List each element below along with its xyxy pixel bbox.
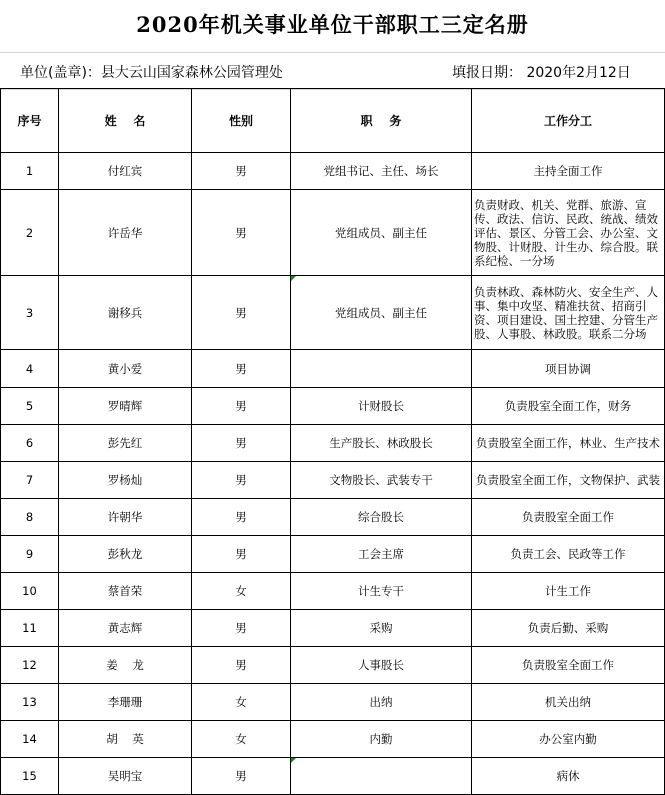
cell-post: 文物股长、武装专干	[291, 462, 472, 499]
cell-no: 1	[1, 153, 59, 190]
cell-gender: 男	[192, 758, 291, 795]
cell-name: 姜 龙	[59, 647, 192, 684]
cell-duty: 机关出纳	[472, 684, 665, 721]
cell-post	[291, 350, 472, 388]
cell-name: 胡 英	[59, 721, 192, 758]
table-row	[1, 758, 665, 795]
cell-duty: 负责林政、森林防火、安全生产、人事、集中攻坚、精准扶贫、招商引资、项目建设、国土控建、分管生产股、人事股、林政股。联系二分场	[472, 276, 665, 350]
cell-no: 9	[1, 536, 59, 573]
cell-duty: 负责后勤、采购	[472, 610, 665, 647]
table-row	[1, 647, 665, 684]
cell-name: 彭先红	[59, 425, 192, 462]
cell-post: 内勤	[291, 721, 472, 758]
cell-post: 计财股长	[291, 388, 472, 425]
cell-no: 14	[1, 721, 59, 758]
cell-no: 11	[1, 610, 59, 647]
table-row	[1, 425, 665, 462]
cell-gender: 男	[192, 647, 291, 684]
page-title: 2020年机关事业单位干部职工三定名册	[136, 12, 529, 37]
cell-no: 5	[1, 388, 59, 425]
cell-name: 黄小爱	[59, 350, 192, 388]
cell-gender: 男	[192, 153, 291, 190]
table-row	[1, 276, 665, 350]
cell-gender: 男	[192, 536, 291, 573]
table-row	[1, 721, 665, 758]
cell-no: 10	[1, 573, 59, 610]
header-post: 职 务	[291, 89, 472, 153]
cell-post: 党组成员、副主任	[291, 190, 472, 276]
table-header-row	[1, 89, 665, 153]
cell-gender: 男	[192, 462, 291, 499]
cell-name: 蔡首荣	[59, 573, 192, 610]
cell-name: 谢移兵	[59, 276, 192, 350]
header-name: 姓 名	[59, 89, 192, 153]
unit-label: 单位(盖章)：县大云山国家森林公园管理处	[20, 65, 283, 81]
header-gender: 性别	[192, 89, 291, 153]
cell-duty: 负责股室全面工作，林业、生产技术	[472, 425, 665, 462]
cell-name: 罗晴辉	[59, 388, 192, 425]
cell-name: 许朝华	[59, 499, 192, 536]
cell-gender: 男	[192, 499, 291, 536]
cell-duty: 负责财政、机关、党群、旅游、宣传、政法、信访、民政、统战、绩效评估、景区、分管工会、办公室、文物股、计财股、计生办、综合股。联系纪检、一分场	[472, 190, 665, 276]
cell-post	[291, 758, 472, 795]
cell-duty: 办公室内勤	[472, 721, 665, 758]
cell-post: 综合股长	[291, 499, 472, 536]
cell-post: 人事股长	[291, 647, 472, 684]
cell-no: 12	[1, 647, 59, 684]
cell-post: 出纳	[291, 684, 472, 721]
cell-no: 7	[1, 462, 59, 499]
cell-no: 2	[1, 190, 59, 276]
cell-name: 罗杨灿	[59, 462, 192, 499]
table-row	[1, 684, 665, 721]
cell-duty: 病休	[472, 758, 665, 795]
cell-no: 4	[1, 350, 59, 388]
table-row	[1, 573, 665, 610]
cell-name: 彭秋龙	[59, 536, 192, 573]
table-row	[1, 610, 665, 647]
cell-duty: 项目协调	[472, 350, 665, 388]
cell-duty: 负责股室全面工作	[472, 647, 665, 684]
cell-name: 许岳华	[59, 190, 192, 276]
cell-duty: 负责股室全面工作	[472, 499, 665, 536]
table-row	[1, 499, 665, 536]
table-row	[1, 462, 665, 499]
cell-no: 3	[1, 276, 59, 350]
date-label: 填报日期： 2020年2月12日	[452, 65, 631, 81]
cell-name: 吴明宝	[59, 758, 192, 795]
cell-name: 黄志辉	[59, 610, 192, 647]
cell-post: 党组成员、副主任	[291, 276, 472, 350]
cell-gender: 女	[192, 721, 291, 758]
header-no: 序号	[1, 89, 59, 153]
header-duty: 工作分工	[472, 89, 665, 153]
cell-post: 采购	[291, 610, 472, 647]
table-row	[1, 388, 665, 425]
cell-duty: 负责股室全面工作，文物保护、武装	[472, 462, 665, 499]
cell-post: 计生专干	[291, 573, 472, 610]
cell-post: 生产股长、林政股长	[291, 425, 472, 462]
cell-gender: 男	[192, 388, 291, 425]
cell-duty: 计生工作	[472, 573, 665, 610]
cell-name: 李珊珊	[59, 684, 192, 721]
cell-gender: 女	[192, 684, 291, 721]
cell-gender: 男	[192, 276, 291, 350]
table-row	[1, 350, 665, 388]
cell-gender: 女	[192, 573, 291, 610]
cell-no: 15	[1, 758, 59, 795]
cell-gender: 男	[192, 425, 291, 462]
cell-no: 13	[1, 684, 59, 721]
cell-post: 党组书记、主任、场长	[291, 153, 472, 190]
cell-post: 工会主席	[291, 536, 472, 573]
table-row	[1, 190, 665, 276]
cell-duty: 主持全面工作	[472, 153, 665, 190]
header-info	[0, 52, 665, 90]
staff-table	[0, 88, 665, 795]
cell-duty: 负责工会、民政等工作	[472, 536, 665, 573]
cell-no: 6	[1, 425, 59, 462]
cell-gender: 男	[192, 190, 291, 276]
cell-gender: 男	[192, 350, 291, 388]
cell-name: 付红宾	[59, 153, 192, 190]
cell-gender: 男	[192, 610, 291, 647]
cell-no: 8	[1, 499, 59, 536]
cell-duty: 负责股室全面工作，财务	[472, 388, 665, 425]
table-row	[1, 536, 665, 573]
table-row	[1, 153, 665, 190]
